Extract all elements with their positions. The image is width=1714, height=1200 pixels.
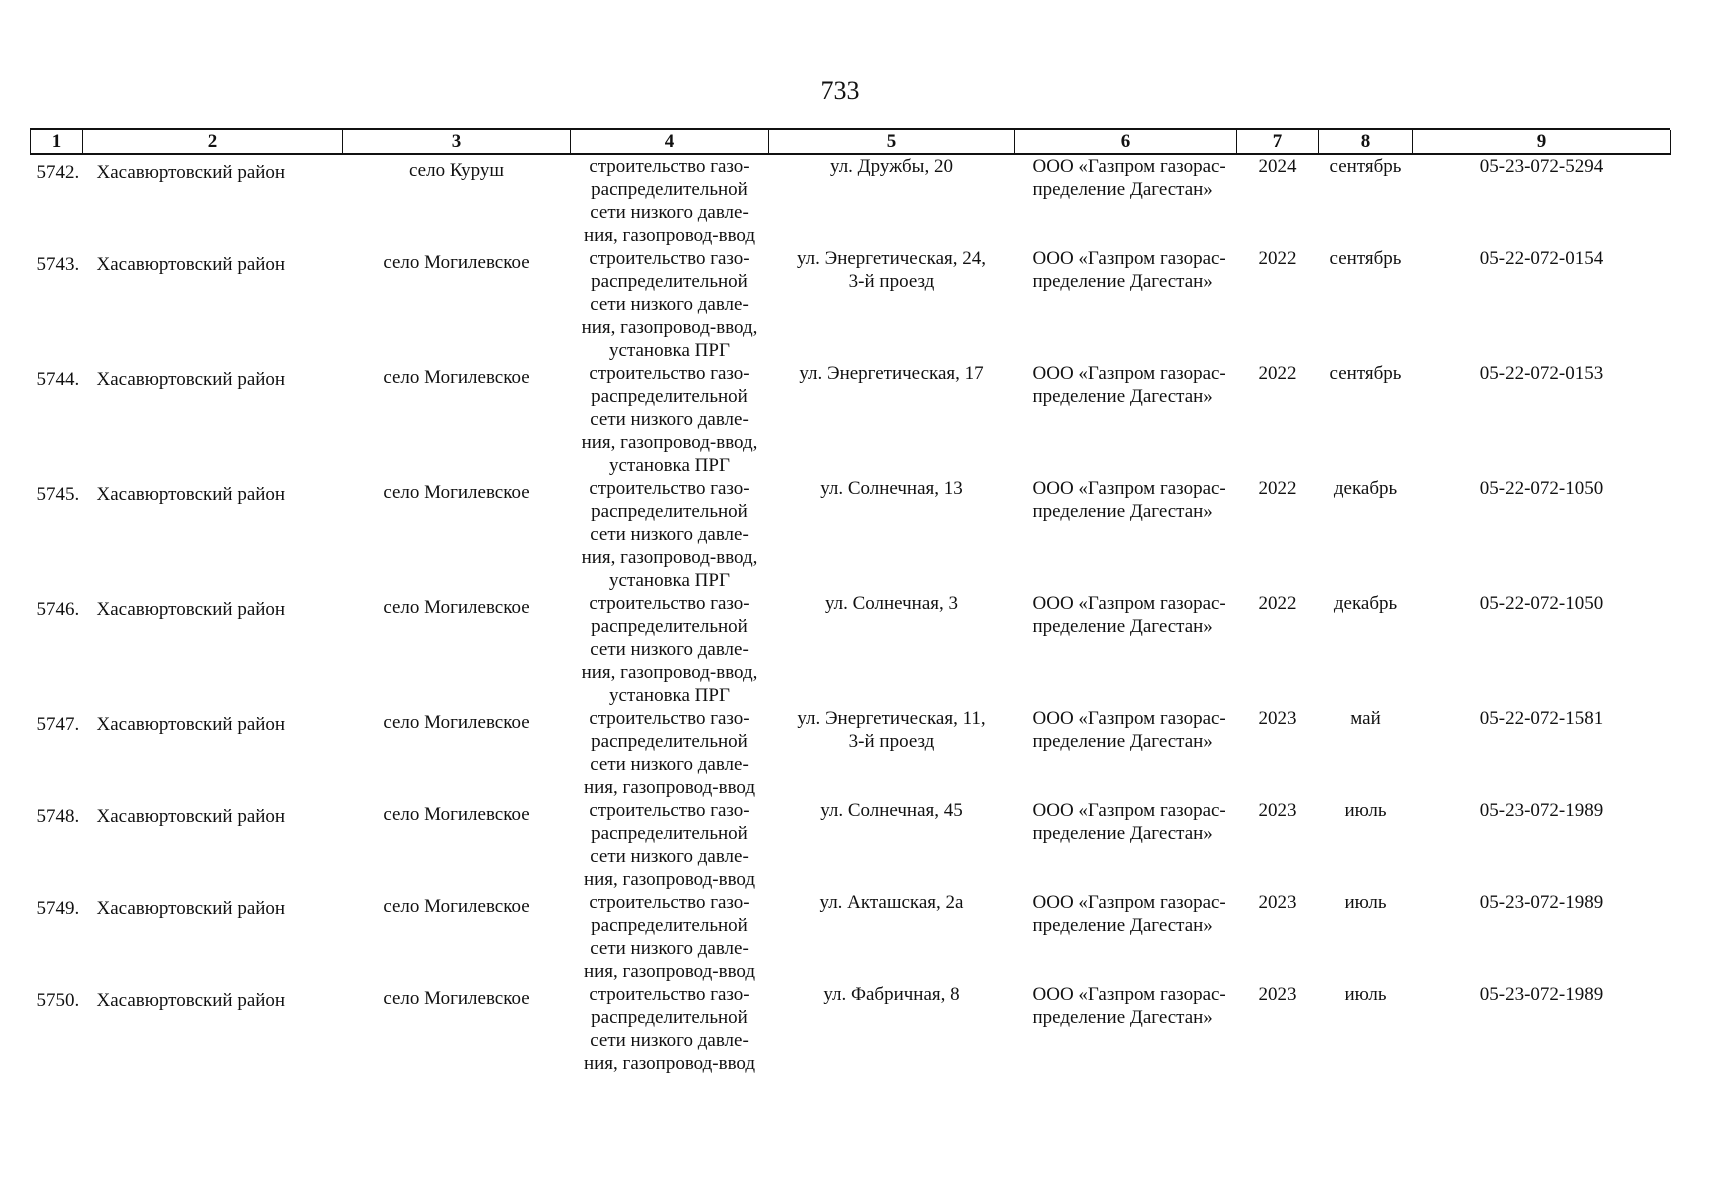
work-description-cell: [571, 247, 769, 362]
col-header-1: 1: [31, 130, 83, 154]
table-row: [31, 477, 1671, 592]
organization-cell: [1015, 592, 1237, 707]
code-cell: 05-23-072-1989: [1479, 984, 1604, 1005]
organization-cell-line: ООО «Газпром газорас-: [1032, 892, 1226, 913]
work-description-cell-line: сети низкого давле-: [590, 1030, 749, 1051]
village-cell: село Могилевское: [383, 712, 530, 733]
work-description-cell-line: распределительной: [591, 1007, 748, 1028]
organization-cell-line: пределение Дагестан»: [1032, 386, 1213, 407]
district-cell: Хасавюртовский район: [96, 254, 286, 275]
year-cell: 2023: [1258, 892, 1297, 913]
address-cell: [769, 247, 1015, 362]
table-row: [31, 247, 1671, 362]
table-body: [31, 154, 1671, 1075]
village-cell: село Могилевское: [383, 896, 530, 917]
address-cell: [769, 154, 1015, 247]
year-cell: 2023: [1258, 708, 1297, 729]
row-number: 5749.: [36, 898, 80, 919]
month-cell: сентябрь: [1329, 156, 1402, 177]
row-number: 5742.: [36, 162, 80, 183]
work-description-cell-line: сети низкого давле-: [590, 294, 749, 315]
village-cell: село Могилевское: [383, 988, 530, 1009]
work-description-cell-line: ния, газопровод-ввод,: [581, 317, 758, 338]
village-cell: село Могилевское: [383, 804, 530, 825]
work-description-cell-line: установка ПРГ: [609, 455, 730, 476]
work-description-cell: [571, 983, 769, 1075]
organization-cell: [1015, 983, 1237, 1075]
work-description-cell-line: строительство газо-: [589, 892, 750, 913]
work-description-cell: [571, 362, 769, 477]
row-number: 5745.: [36, 484, 80, 505]
organization-cell: [1015, 891, 1237, 983]
organization-cell: [1015, 247, 1237, 362]
work-description-cell-line: строительство газо-: [589, 156, 750, 177]
work-description-cell-line: распределительной: [591, 386, 748, 407]
work-description-cell-line: сети низкого давле-: [590, 524, 749, 545]
organization-cell-line: пределение Дагестан»: [1032, 1007, 1213, 1028]
district-cell: Хасавюртовский район: [96, 162, 286, 183]
col-header-5: 5: [769, 130, 1015, 154]
work-description-cell-line: ния, газопровод-ввод,: [581, 662, 758, 683]
district-cell: Хасавюртовский район: [96, 898, 286, 919]
organization-cell-line: пределение Дагестан»: [1032, 271, 1213, 292]
header-row: [31, 130, 1671, 154]
work-description-cell-line: распределительной: [591, 179, 748, 200]
address-cell: [769, 983, 1015, 1075]
table-row: [31, 983, 1671, 1075]
work-description-cell-line: строительство газо-: [589, 593, 750, 614]
col-header-2: 2: [83, 130, 343, 154]
work-description-cell-line: распределительной: [591, 271, 748, 292]
district-cell: Хасавюртовский район: [96, 599, 286, 620]
code-cell: 05-22-072-1581: [1479, 708, 1604, 729]
work-description-cell-line: ния, газопровод-ввод,: [581, 432, 758, 453]
work-description-cell-line: ния, газопровод-ввод,: [581, 547, 758, 568]
month-cell: декабрь: [1333, 593, 1398, 614]
organization-cell-line: пределение Дагестан»: [1032, 501, 1213, 522]
year-cell: 2023: [1258, 984, 1297, 1005]
year-cell: 2022: [1258, 363, 1297, 384]
code-cell: 05-22-072-0154: [1479, 248, 1604, 269]
work-description-cell-line: строительство газо-: [589, 984, 750, 1005]
organization-cell-line: ООО «Газпром газорас-: [1032, 984, 1226, 1005]
year-cell: 2022: [1258, 478, 1297, 499]
organization-cell-line: ООО «Газпром газорас-: [1032, 156, 1226, 177]
year-cell: 2024: [1258, 156, 1297, 177]
district-cell: Хасавюртовский район: [96, 484, 286, 505]
work-description-cell-line: сети низкого давле-: [590, 639, 749, 660]
work-description-cell: [571, 891, 769, 983]
work-description-cell: [571, 707, 769, 799]
address-cell-line: ул. Фабричная, 8: [823, 984, 960, 1005]
month-cell: декабрь: [1333, 478, 1398, 499]
district-cell: Хасавюртовский район: [96, 714, 286, 735]
organization-cell-line: ООО «Газпром газорас-: [1032, 248, 1226, 269]
address-cell-line: 3-й проезд: [848, 731, 935, 752]
work-description-cell-line: ния, газопровод-ввод: [583, 225, 756, 246]
col-header-4: 4: [571, 130, 769, 154]
table-row: [31, 799, 1671, 891]
address-cell-line: ул. Солнечная, 13: [820, 478, 963, 499]
work-description-cell-line: ния, газопровод-ввод: [583, 869, 756, 890]
address-cell-line: ул. Дружбы, 20: [830, 156, 953, 177]
work-description-cell-line: строительство газо-: [589, 800, 750, 821]
address-cell: [769, 891, 1015, 983]
organization-cell-line: ООО «Газпром газорас-: [1032, 593, 1226, 614]
work-description-cell-line: распределительной: [591, 915, 748, 936]
gasification-table: [30, 130, 1671, 1075]
organization-cell-line: ООО «Газпром газорас-: [1032, 363, 1226, 384]
organization-cell-line: пределение Дагестан»: [1032, 179, 1213, 200]
month-cell: июль: [1344, 984, 1387, 1005]
work-description-cell-line: распределительной: [591, 823, 748, 844]
month-cell: сентябрь: [1329, 363, 1402, 384]
work-description-cell: [571, 799, 769, 891]
organization-cell-line: пределение Дагестан»: [1032, 915, 1213, 936]
address-cell-line: ул. Энергетическая, 17: [799, 363, 984, 384]
col-header-6: 6: [1015, 130, 1237, 154]
village-cell: село Могилевское: [383, 482, 530, 503]
month-cell: июль: [1344, 892, 1387, 913]
table-row: [31, 891, 1671, 983]
col-header-7: 7: [1237, 130, 1319, 154]
district-cell: Хасавюртовский район: [96, 369, 286, 390]
table-row: [31, 362, 1671, 477]
month-cell: июль: [1344, 800, 1387, 821]
work-description-cell-line: ния, газопровод-ввод: [583, 777, 756, 798]
row-number: 5744.: [36, 369, 80, 390]
address-cell-line: ул. Солнечная, 45: [820, 800, 963, 821]
organization-cell-line: ООО «Газпром газорас-: [1032, 708, 1226, 729]
work-description-cell-line: установка ПРГ: [609, 340, 730, 361]
organization-cell: [1015, 477, 1237, 592]
organization-cell-line: ООО «Газпром газорас-: [1032, 800, 1226, 821]
organization-cell: [1015, 799, 1237, 891]
work-description-cell-line: сети низкого давле-: [590, 938, 749, 959]
work-description-cell-line: ния, газопровод-ввод: [583, 961, 756, 982]
code-cell: 05-23-072-5294: [1479, 156, 1604, 177]
organization-cell-line: ООО «Газпром газорас-: [1032, 478, 1226, 499]
village-cell: село Могилевское: [383, 252, 530, 273]
work-description-cell-line: строительство газо-: [589, 363, 750, 384]
row-number: 5748.: [36, 806, 80, 827]
work-description-cell-line: распределительной: [591, 731, 748, 752]
work-description-cell-line: строительство газо-: [589, 708, 750, 729]
address-cell-line: ул. Энергетическая, 24,: [797, 248, 986, 269]
address-cell-line: ул. Энергетическая, 11,: [797, 708, 986, 729]
year-cell: 2023: [1258, 800, 1297, 821]
col-header-3: 3: [343, 130, 571, 154]
district-cell: Хасавюртовский район: [96, 990, 286, 1011]
work-description-cell: [571, 154, 769, 247]
code-cell: 05-23-072-1989: [1479, 892, 1604, 913]
work-description-cell-line: сети низкого давле-: [590, 846, 749, 867]
work-description-cell-line: распределительной: [591, 501, 748, 522]
work-description-cell: [571, 477, 769, 592]
village-cell: село Могилевское: [383, 367, 530, 388]
organization-cell-line: пределение Дагестан»: [1032, 731, 1213, 752]
year-cell: 2022: [1258, 593, 1297, 614]
work-description-cell-line: ния, газопровод-ввод: [583, 1053, 756, 1074]
code-cell: 05-22-072-0153: [1479, 363, 1604, 384]
organization-cell: [1015, 362, 1237, 477]
organization-cell: [1015, 154, 1237, 247]
year-cell: 2022: [1258, 248, 1297, 269]
address-cell-line: ул. Акташская, 2а: [819, 892, 964, 913]
address-cell: [769, 707, 1015, 799]
work-description-cell-line: сети низкого давле-: [590, 409, 749, 430]
work-description-cell-line: сети низкого давле-: [590, 754, 749, 775]
village-cell: село Могилевское: [383, 597, 530, 618]
code-cell: 05-23-072-1989: [1479, 800, 1604, 821]
work-description-cell-line: строительство газо-: [589, 248, 750, 269]
address-cell: [769, 362, 1015, 477]
work-description-cell-line: распределительной: [591, 616, 748, 637]
month-cell: сентябрь: [1329, 248, 1402, 269]
address-cell: [769, 799, 1015, 891]
col-header-9: 9: [1413, 130, 1671, 154]
work-description-cell-line: установка ПРГ: [609, 685, 730, 706]
col-header-8: 8: [1319, 130, 1413, 154]
organization-cell-line: пределение Дагестан»: [1032, 823, 1213, 844]
row-number: 5747.: [36, 714, 80, 735]
work-description-cell-line: сети низкого давле-: [590, 202, 749, 223]
code-cell: 05-22-072-1050: [1479, 478, 1604, 499]
page-number: 733: [820, 76, 860, 105]
row-number: 5743.: [36, 254, 80, 275]
row-number: 5750.: [36, 990, 80, 1011]
work-description-cell-line: строительство газо-: [589, 478, 750, 499]
code-cell: 05-22-072-1050: [1479, 593, 1604, 614]
table-row: [31, 592, 1671, 707]
address-cell-line: ул. Солнечная, 3: [824, 593, 959, 614]
table-row: [31, 707, 1671, 799]
table-row: [31, 154, 1671, 247]
month-cell: май: [1350, 708, 1381, 729]
address-cell: [769, 592, 1015, 707]
organization-cell-line: пределение Дагестан»: [1032, 616, 1213, 637]
row-number: 5746.: [36, 599, 80, 620]
organization-cell: [1015, 707, 1237, 799]
work-description-cell: [571, 592, 769, 707]
address-cell-line: 3-й проезд: [848, 271, 935, 292]
work-description-cell-line: установка ПРГ: [609, 570, 730, 591]
village-cell: село Куруш: [409, 160, 504, 181]
address-cell: [769, 477, 1015, 592]
district-cell: Хасавюртовский район: [96, 806, 286, 827]
